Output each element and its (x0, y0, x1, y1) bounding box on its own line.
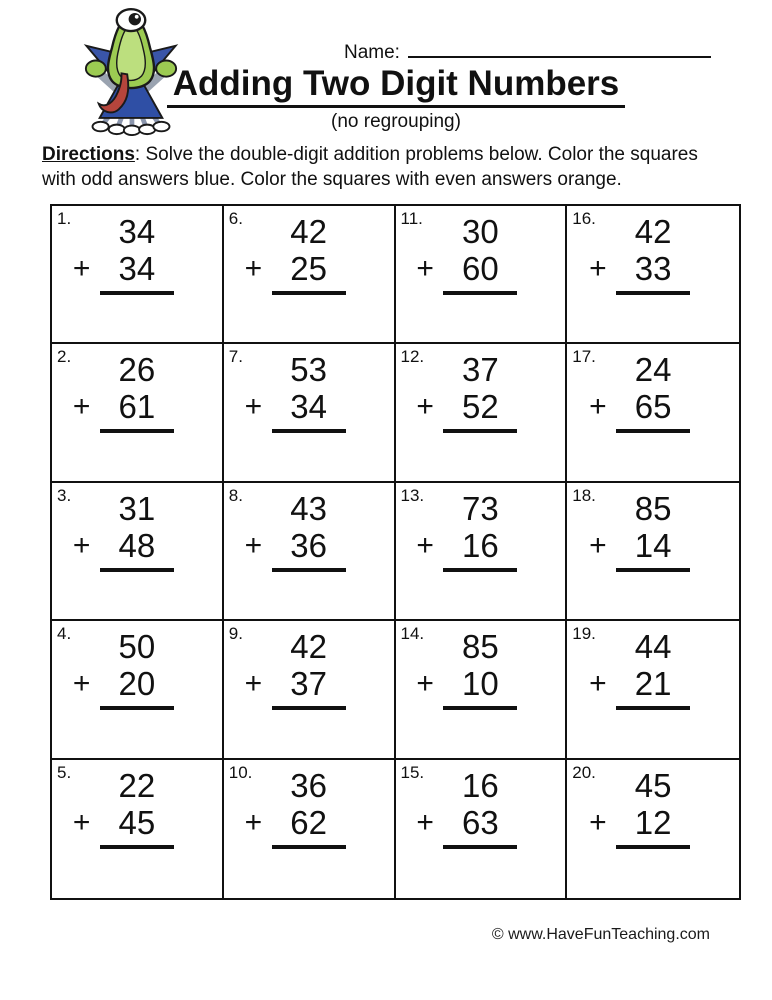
problem-cell (396, 483, 568, 621)
problem-work-area (72, 213, 174, 295)
directions-body: : Solve the double-digit addition problems below. Color the squares with odd answers blue. Color the squares with even answers orange. (42, 144, 698, 191)
addend-bottom: 61 (118, 388, 156, 426)
addend-bottom: 60 (462, 249, 499, 287)
answer-line (100, 706, 174, 710)
plus-operator: + (244, 251, 263, 285)
addend-bottom: 63 (462, 803, 499, 841)
problem-cell (567, 760, 739, 898)
plus-operator: + (589, 667, 607, 701)
problem-cell (52, 483, 224, 621)
problem-number: 4. (57, 624, 72, 644)
problem-number: 20. (572, 762, 596, 782)
copyright-text: © www.HaveFunTeaching.com (491, 926, 710, 943)
plus-operator: + (589, 805, 607, 839)
addend-bottom: 37 (290, 665, 327, 703)
addend-top: 42 (290, 628, 327, 666)
addend-bottom: 45 (118, 803, 156, 841)
answer-line (272, 429, 346, 433)
problem-number: 17. (572, 347, 596, 367)
answer-line (272, 845, 346, 849)
answer-line (443, 845, 517, 849)
addend-bottom-row (244, 249, 346, 288)
plus-operator: + (589, 528, 607, 562)
addend-top: 85 (634, 489, 672, 527)
addend-top: 26 (118, 351, 156, 389)
plus-operator: + (416, 390, 434, 424)
answer-line (616, 845, 690, 849)
addend-top: 36 (290, 766, 327, 804)
answer-line (272, 706, 346, 710)
problem-cell (224, 206, 396, 344)
addend-top: 42 (634, 213, 672, 250)
problem-number: 11. (400, 209, 423, 228)
plus-operator: + (416, 805, 434, 839)
problem-number: 1. (57, 209, 72, 228)
problem-number: 13. (400, 485, 425, 505)
answer-line (443, 568, 517, 572)
directions-text (42, 142, 718, 192)
problem-cell (567, 621, 739, 759)
problem-work-area (72, 766, 174, 849)
plus-operator: + (244, 528, 263, 562)
addend-top: 53 (290, 351, 327, 389)
addend-bottom-row (244, 665, 346, 703)
addend-bottom: 14 (634, 526, 672, 564)
addend-bottom-row (72, 526, 174, 565)
addend-top: 85 (462, 628, 499, 666)
addend-bottom-row (72, 803, 174, 842)
answer-line (443, 291, 517, 295)
problem-cell (52, 760, 224, 898)
problem-cell (52, 621, 224, 759)
addend-top: 16 (462, 766, 499, 804)
addend-bottom: 52 (462, 388, 499, 426)
problem-cell (396, 206, 568, 344)
addend-top: 44 (634, 628, 672, 666)
addend-bottom-row (72, 249, 174, 288)
problems-grid (50, 204, 741, 900)
plus-operator: + (244, 667, 263, 701)
problem-work-area (416, 489, 517, 572)
addend-bottom-row (416, 803, 517, 842)
page-subtitle: (no regrouping) (331, 111, 461, 133)
problem-work-area (244, 489, 346, 572)
problem-cell (396, 344, 568, 482)
problem-number: 8. (228, 485, 243, 505)
problem-cell (396, 760, 568, 898)
name-row (344, 42, 711, 64)
problem-cell (224, 621, 396, 759)
addend-bottom-row (589, 665, 690, 703)
addend-bottom: 21 (634, 665, 672, 703)
problem-number: 9. (228, 624, 243, 644)
addend-bottom-row (244, 803, 346, 842)
problem-work-area (589, 351, 690, 433)
problem-work-area (244, 213, 346, 295)
addend-bottom-row (589, 249, 690, 288)
addend-bottom-row (416, 249, 517, 288)
addend-bottom: 25 (290, 249, 327, 287)
addend-top: 22 (118, 766, 156, 804)
problem-cell (396, 621, 568, 759)
problem-work-area (589, 213, 690, 295)
problem-number: 15. (400, 762, 425, 782)
answer-line (616, 568, 690, 572)
problem-number: 14. (400, 624, 425, 644)
plus-operator: + (244, 805, 263, 839)
name-blank-line (408, 42, 711, 58)
problem-work-area (72, 489, 174, 572)
problem-work-area (416, 766, 517, 849)
addend-bottom: 65 (634, 388, 672, 426)
problem-work-area (72, 628, 174, 710)
addend-bottom: 33 (634, 249, 672, 287)
problem-number: 10. (228, 762, 253, 782)
problem-number: 3. (57, 485, 72, 505)
title-block (10, 64, 772, 133)
addend-bottom-row (589, 388, 690, 426)
problem-number: 5. (57, 762, 72, 782)
problem-cell (567, 483, 739, 621)
problem-number: 19. (572, 624, 596, 644)
addend-bottom-row (416, 665, 517, 703)
addend-bottom-row (589, 526, 690, 565)
problem-work-area (244, 351, 346, 433)
problem-cell (567, 206, 739, 344)
problem-number: 12. (400, 347, 425, 367)
answer-line (100, 568, 174, 572)
answer-line (272, 291, 346, 295)
problem-number: 2. (57, 347, 72, 367)
plus-operator: + (244, 390, 263, 424)
addend-top: 43 (290, 489, 327, 527)
plus-operator: + (416, 667, 434, 701)
plus-operator: + (72, 251, 91, 285)
addend-bottom-row (244, 388, 346, 426)
name-label: Name: (344, 42, 400, 63)
addend-top: 45 (634, 766, 672, 804)
problem-work-area (72, 351, 174, 433)
problem-number: 7. (228, 347, 243, 367)
addend-bottom-row (72, 388, 174, 426)
problem-work-area (244, 766, 346, 849)
addend-bottom: 48 (118, 526, 156, 564)
addend-top: 34 (118, 213, 156, 250)
problem-number: 6. (228, 209, 243, 228)
problem-number: 18. (572, 485, 596, 505)
addend-bottom: 34 (290, 388, 327, 426)
addend-bottom: 34 (118, 249, 156, 287)
answer-line (100, 429, 174, 433)
addend-bottom: 20 (118, 665, 156, 703)
answer-line (616, 291, 690, 295)
problem-cell (52, 344, 224, 482)
answer-line (443, 429, 517, 433)
addend-top: 42 (290, 213, 327, 250)
problem-cell (567, 344, 739, 482)
addend-bottom: 10 (462, 665, 499, 703)
plus-operator: + (72, 805, 91, 839)
problem-work-area (416, 628, 517, 710)
problem-work-area (244, 628, 346, 710)
addend-bottom-row (589, 803, 690, 842)
problem-work-area (589, 766, 690, 849)
addend-bottom-row (416, 388, 517, 426)
answer-line (443, 706, 517, 710)
plus-operator: + (72, 390, 91, 424)
problem-number: 16. (572, 209, 596, 228)
addend-top: 37 (462, 351, 499, 389)
addend-top: 24 (634, 351, 672, 389)
plus-operator: + (589, 251, 607, 285)
addend-bottom: 12 (634, 803, 672, 841)
addend-top: 50 (118, 628, 156, 666)
answer-line (616, 429, 690, 433)
answer-line (100, 291, 174, 295)
page-title: Adding Two Digit Numbers (167, 64, 626, 108)
problem-work-area (589, 489, 690, 572)
addend-top: 30 (462, 213, 499, 250)
answer-line (100, 845, 174, 849)
plus-operator: + (416, 251, 434, 285)
problem-cell (224, 760, 396, 898)
addend-bottom-row (244, 526, 346, 565)
plus-operator: + (416, 528, 434, 562)
answer-line (272, 568, 346, 572)
plus-operator: + (72, 667, 91, 701)
addend-bottom-row (72, 665, 174, 703)
plus-operator: + (72, 528, 91, 562)
directions-label: Directions (42, 144, 135, 165)
addend-top: 73 (462, 489, 499, 527)
addend-top: 31 (118, 489, 156, 527)
answer-line (616, 706, 690, 710)
plus-operator: + (589, 390, 607, 424)
problem-cell (224, 483, 396, 621)
problem-work-area (416, 351, 517, 433)
problem-cell (224, 344, 396, 482)
problem-work-area (589, 628, 690, 710)
addend-bottom: 16 (462, 526, 499, 564)
addend-bottom: 36 (290, 526, 327, 564)
problem-work-area (416, 213, 517, 295)
addend-bottom-row (416, 526, 517, 565)
addend-bottom: 62 (290, 803, 327, 841)
problem-cell (52, 206, 224, 344)
